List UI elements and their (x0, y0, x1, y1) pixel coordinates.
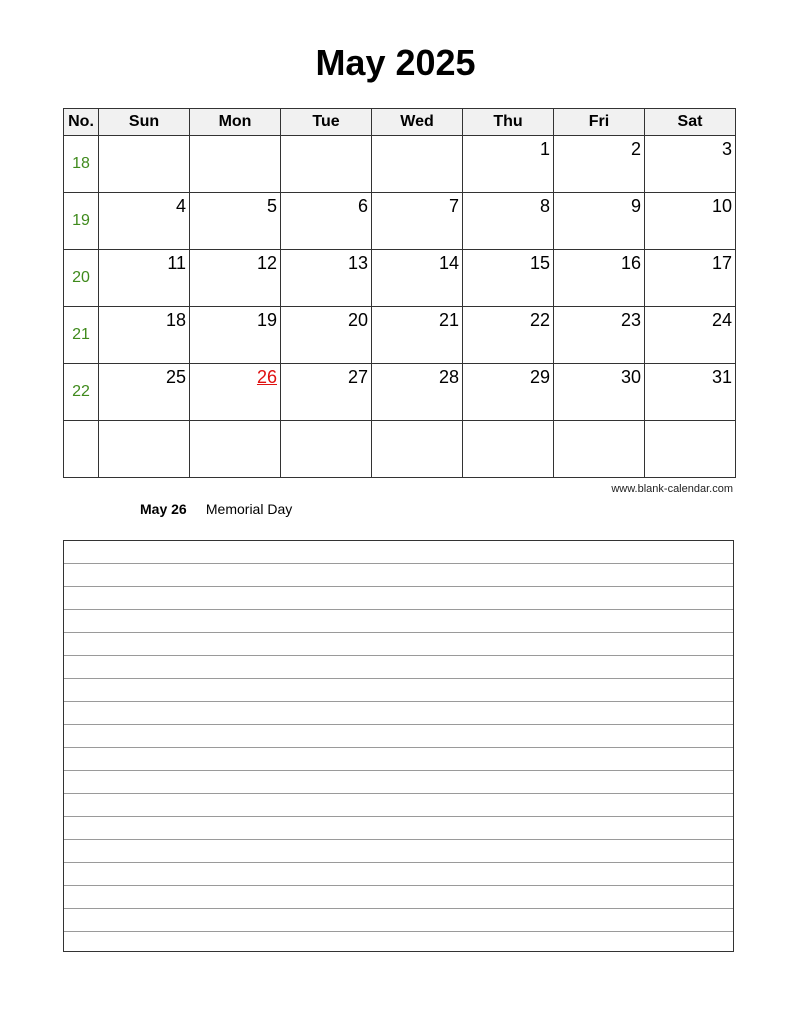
week-number: 21 (64, 307, 99, 364)
day-cell[interactable] (372, 364, 463, 421)
day-number (372, 421, 462, 423)
day-number: 25 (165, 367, 186, 387)
website-url: www.blank-calendar.com (611, 483, 733, 495)
day-cell[interactable] (372, 193, 463, 250)
week-row (64, 421, 736, 478)
week-number: 20 (64, 250, 99, 307)
day-number: 22 (529, 310, 550, 330)
day-cell[interactable] (645, 307, 736, 364)
day-number (99, 421, 189, 423)
col-header-thu: Thu (463, 109, 554, 136)
week-number: 19 (64, 193, 99, 250)
day-number: 8 (539, 196, 550, 216)
col-header-sat: Sat (645, 109, 736, 136)
day-number: 27 (347, 367, 368, 387)
day-number: 11 (167, 253, 186, 273)
day-number: 26 (256, 367, 277, 387)
day-cell[interactable] (645, 136, 736, 193)
weekday-header-row (64, 109, 736, 136)
day-number: 19 (256, 310, 277, 330)
day-cell[interactable] (463, 250, 554, 307)
day-number: 30 (620, 367, 641, 387)
day-number (554, 421, 644, 423)
day-cell[interactable] (281, 136, 372, 193)
day-cell[interactable] (99, 250, 190, 307)
day-number: 17 (711, 253, 732, 273)
day-number (190, 421, 280, 423)
day-number: 6 (357, 196, 368, 216)
day-number: 14 (438, 253, 459, 273)
week-row (64, 307, 736, 364)
day-number: 31 (711, 367, 732, 387)
day-number: 21 (438, 310, 459, 330)
col-header-tue: Tue (281, 109, 372, 136)
week-number: 18 (64, 136, 99, 193)
day-cell[interactable] (281, 307, 372, 364)
day-cell[interactable] (463, 136, 554, 193)
week-row (64, 193, 736, 250)
day-number: 13 (347, 253, 368, 273)
day-cell[interactable] (372, 250, 463, 307)
day-cell[interactable] (281, 193, 372, 250)
day-number: 7 (448, 196, 459, 216)
day-number (281, 136, 371, 138)
day-number (645, 421, 735, 423)
day-cell[interactable] (99, 364, 190, 421)
day-number: 2 (630, 139, 641, 159)
day-number: 1 (539, 139, 550, 159)
day-number: 4 (175, 196, 186, 216)
day-number: 3 (721, 139, 732, 159)
day-cell[interactable] (645, 421, 736, 478)
col-header-fri: Fri (554, 109, 645, 136)
day-cell[interactable] (281, 421, 372, 478)
day-cell[interactable] (372, 307, 463, 364)
day-cell[interactable] (463, 364, 554, 421)
day-cell[interactable] (645, 364, 736, 421)
day-cell[interactable] (463, 307, 554, 364)
week-number (64, 421, 99, 478)
day-cell[interactable] (99, 136, 190, 193)
day-cell[interactable] (372, 421, 463, 478)
day-number: 5 (266, 196, 277, 216)
day-number (281, 421, 371, 423)
holiday-list (140, 500, 292, 518)
day-cell[interactable] (645, 193, 736, 250)
week-row (64, 136, 736, 193)
calendar-title: May 2025 (315, 42, 476, 83)
day-cell[interactable] (554, 193, 645, 250)
day-number: 10 (711, 196, 732, 216)
day-number: 28 (438, 367, 459, 387)
notes-area[interactable] (63, 540, 734, 952)
day-cell[interactable] (554, 421, 645, 478)
holiday-name: Memorial Day (205, 501, 293, 517)
day-number (99, 136, 189, 138)
day-cell[interactable] (190, 136, 281, 193)
day-cell[interactable] (190, 250, 281, 307)
col-header-mon: Mon (190, 109, 281, 136)
calendar-grid (63, 108, 736, 478)
col-header-sun: Sun (99, 109, 190, 136)
day-cell[interactable] (190, 421, 281, 478)
day-number: 16 (620, 253, 641, 273)
week-row (64, 250, 736, 307)
day-cell[interactable] (190, 193, 281, 250)
day-cell[interactable] (190, 307, 281, 364)
day-cell[interactable] (99, 421, 190, 478)
col-header-wed: Wed (372, 109, 463, 136)
day-cell[interactable] (372, 136, 463, 193)
day-cell[interactable] (99, 193, 190, 250)
day-number: 24 (711, 310, 732, 330)
week-row (64, 364, 736, 421)
day-cell[interactable] (281, 250, 372, 307)
day-cell[interactable] (463, 421, 554, 478)
day-cell[interactable] (190, 364, 281, 421)
holiday-date: May 26 (140, 501, 187, 517)
day-cell[interactable] (281, 364, 372, 421)
day-cell[interactable] (554, 307, 645, 364)
day-number: 15 (529, 253, 550, 273)
day-number: 20 (347, 310, 368, 330)
col-header-no: No. (64, 109, 99, 136)
day-cell[interactable] (99, 307, 190, 364)
day-number: 18 (165, 310, 186, 330)
day-cell[interactable] (554, 136, 645, 193)
day-cell[interactable] (463, 193, 554, 250)
week-number: 22 (64, 364, 99, 421)
day-number (190, 136, 280, 138)
day-number: 9 (630, 196, 641, 216)
day-cell[interactable] (554, 250, 645, 307)
day-number (372, 136, 462, 138)
day-number: 23 (620, 310, 641, 330)
day-cell[interactable] (645, 250, 736, 307)
day-number (463, 421, 553, 423)
day-number: 29 (529, 367, 550, 387)
day-cell[interactable] (554, 364, 645, 421)
day-number: 12 (256, 253, 277, 273)
